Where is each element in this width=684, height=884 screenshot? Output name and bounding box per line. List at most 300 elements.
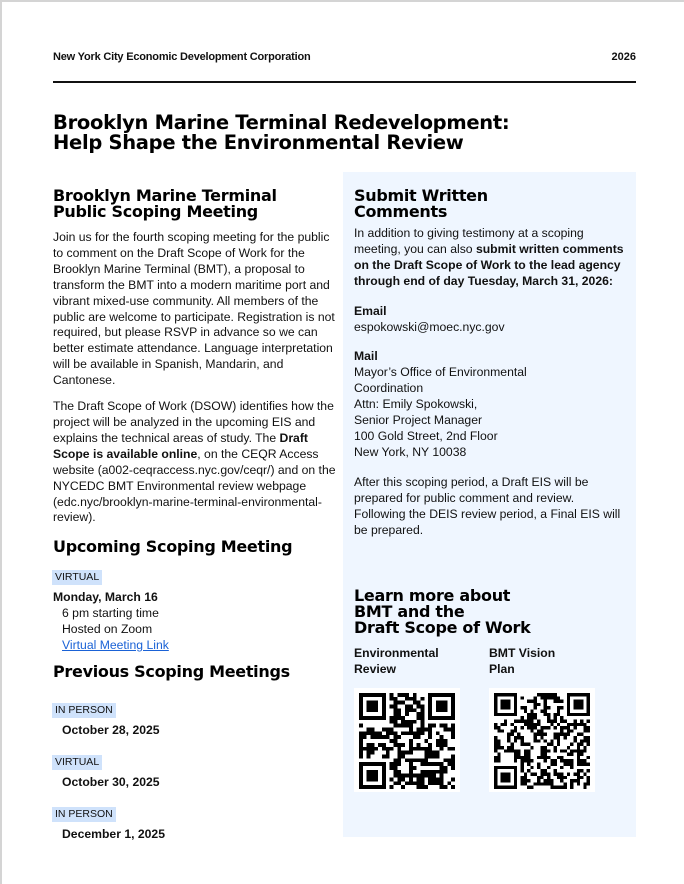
qr-module: [547, 756, 550, 759]
qr-module: [494, 726, 497, 729]
qr-module: [547, 772, 550, 775]
page-title-line: Help Shape the Environmental Review: [53, 131, 464, 154]
qr-module: [564, 759, 567, 762]
qr-module: [547, 706, 550, 709]
qr-module: [573, 779, 576, 782]
qr-module: [378, 735, 382, 739]
qr-module: [534, 716, 537, 719]
qr-module: [547, 743, 550, 746]
qr-module: [527, 759, 530, 762]
qr-module: [417, 705, 421, 709]
qr-module: [417, 747, 421, 751]
qr-module: [577, 723, 580, 726]
qr-module: [530, 786, 533, 789]
qr-module: [432, 781, 436, 785]
qr-module: [420, 758, 424, 762]
qr-module: [557, 706, 560, 709]
qr-module: [517, 719, 520, 722]
qr-module: [424, 751, 428, 755]
qr-module: [501, 723, 504, 726]
qr-module: [405, 781, 409, 785]
qr-module: [547, 782, 550, 785]
qr-module: [534, 700, 537, 703]
qr-module: [520, 756, 523, 759]
qr-module: [390, 747, 394, 751]
dsow-text: , on the CEQR Access website (a002-ceqraccess.nyc.gov/ceqr/) and on the NYCEDC BMT Environmental review webpage (edc.nyc/brooklyn-marine-terminal-environmental-review).: [53, 446, 336, 525]
qr-module: [382, 743, 386, 747]
qr-module: [394, 758, 398, 762]
qr-module: [432, 774, 436, 778]
submit-comments-panel: [343, 172, 636, 837]
qr-module: [560, 749, 563, 752]
qr-module: [530, 713, 533, 716]
qr-module: [560, 772, 563, 775]
qr-module: [451, 762, 455, 766]
qr-module: [547, 719, 550, 722]
qr-module: [524, 779, 527, 782]
qr-module: [587, 719, 590, 722]
previous-meeting-date: October 30, 2025: [62, 775, 160, 789]
qr-module: [440, 762, 444, 766]
qr-module: [564, 763, 567, 766]
qr-module: [397, 747, 401, 751]
qr-module: [428, 724, 432, 728]
qr-module: [447, 762, 451, 766]
qr-module: [530, 766, 533, 769]
qr-module: [557, 696, 560, 699]
qr-module: [394, 735, 398, 739]
qr-module: [587, 736, 590, 739]
heading-line: Brooklyn Marine Terminal: [53, 186, 277, 205]
qr-module: [440, 743, 444, 747]
qr-module: [401, 716, 405, 720]
qr-module: [428, 747, 432, 751]
qr-module: [580, 763, 583, 766]
qr-module: [428, 728, 432, 732]
qr-module: [420, 716, 424, 720]
qr-module: [554, 696, 557, 699]
qr-module: [573, 749, 576, 752]
qr-module: [534, 782, 537, 785]
qr-module: [507, 749, 510, 752]
qr-module: [524, 723, 527, 726]
mail-address-line: 100 Gold Street, 2nd Floor: [354, 428, 498, 443]
qr-module: [397, 774, 401, 778]
qr-module: [447, 747, 451, 751]
qr-module: [386, 728, 390, 732]
qr-module: [560, 786, 563, 789]
qr-module: [554, 759, 557, 762]
qr-code-icon[interactable]: [354, 688, 460, 792]
qr-module: [524, 749, 527, 752]
qr-finder-inner: [367, 770, 379, 782]
qr-module: [371, 751, 375, 755]
qr-module: [544, 733, 547, 736]
header-year: 2026: [611, 51, 636, 63]
qr-module: [547, 716, 550, 719]
qr-module: [557, 739, 560, 742]
qr-module: [587, 779, 590, 782]
qr-module: [567, 759, 570, 762]
qr-module: [507, 746, 510, 749]
dsow-text: The Draft Scope of Work (DSOW) identifies how the project will be analyzed in the upcoming EIS and explains the technical areas of study. The: [53, 399, 334, 445]
qr-module: [547, 766, 550, 769]
header-organization: New York City Economic Development Corporation: [53, 51, 311, 63]
qr-module: [520, 716, 523, 719]
qr-module: [401, 751, 405, 755]
qr-module: [517, 749, 520, 752]
qr-module: [413, 747, 417, 751]
qr-module: [530, 729, 533, 732]
qr-module: [540, 729, 543, 732]
qr-module: [413, 720, 417, 724]
heading-line: Draft Scope of Work: [354, 618, 531, 637]
mail-address-line: New York, NY 10038: [354, 444, 467, 459]
qr-module: [497, 743, 500, 746]
qr-module: [367, 743, 371, 747]
qr-module: [540, 746, 543, 749]
qr-module: [409, 739, 413, 743]
qr-module: [417, 758, 421, 762]
qr-module: [417, 731, 421, 735]
qr-module: [374, 735, 378, 739]
qr-module: [420, 712, 424, 716]
qr-module: [537, 733, 540, 736]
qr-module: [432, 762, 436, 766]
qr-module: [428, 770, 432, 774]
qr-module: [527, 743, 530, 746]
qr-module: [540, 736, 543, 739]
qr-module: [501, 746, 504, 749]
qr-module: [540, 710, 543, 713]
qr-module: [583, 749, 586, 752]
meeting-type-tag: IN PERSON: [52, 807, 116, 822]
qr-module: [554, 700, 557, 703]
qr-module: [530, 723, 533, 726]
qr-module: [413, 766, 417, 770]
comments-intro-bold: submit written comments on the Draft Scope of Work to the lead agency through end of day Tuesday, March 31, 2026:: [354, 241, 624, 288]
qr-module: [580, 723, 583, 726]
qr-module: [530, 719, 533, 722]
qr-module: [544, 696, 547, 699]
qr-module: [394, 697, 398, 701]
qr-module: [550, 763, 553, 766]
qr-module: [567, 729, 570, 732]
qr-module: [570, 779, 573, 782]
meeting-type-tag: VIRTUAL: [52, 570, 102, 585]
qr-module: [451, 785, 455, 789]
qr-module: [537, 729, 540, 732]
qr-module: [420, 705, 424, 709]
qr-module: [587, 739, 590, 742]
qr-module: [504, 719, 507, 722]
qr-module: [440, 766, 444, 770]
qr-module: [428, 774, 432, 778]
qr-module: [554, 746, 557, 749]
qr-module: [413, 701, 417, 705]
qr-module: [359, 743, 363, 747]
qr-finder-inner: [436, 701, 448, 713]
qr-module: [537, 693, 540, 696]
qr-module: [570, 766, 573, 769]
qr-module: [524, 772, 527, 775]
qr-module: [583, 786, 586, 789]
qr-module: [511, 746, 514, 749]
qr-module: [524, 756, 527, 759]
qr-module: [382, 747, 386, 751]
qr-label: BMT Vision: [489, 646, 556, 660]
qr-module: [397, 701, 401, 705]
page-title-line: Brooklyn Marine Terminal Redevelopment:: [53, 111, 510, 134]
qr-module: [520, 763, 523, 766]
qr-module: [359, 739, 363, 743]
qr-module: [409, 705, 413, 709]
qr-module: [560, 719, 563, 722]
qr-module: [560, 729, 563, 732]
qr-module: [587, 726, 590, 729]
virtual-meeting-link[interactable]: Virtual Meeting Link: [62, 637, 169, 652]
qr-module: [497, 759, 500, 762]
qr-module: [428, 743, 432, 747]
qr-module: [386, 735, 390, 739]
qr-module: [497, 729, 500, 732]
upcoming-meeting-date: Monday, March 16: [53, 590, 158, 604]
qr-module: [530, 726, 533, 729]
qr-code-icon[interactable]: [489, 688, 595, 792]
page-title: [53, 113, 653, 153]
qr-module: [570, 723, 573, 726]
qr-module: [363, 747, 367, 751]
meeting-type-tag: VIRTUAL: [52, 755, 102, 770]
qr-module: [554, 726, 557, 729]
qr-module: [583, 729, 586, 732]
qr-module: [451, 735, 455, 739]
qr-module: [567, 733, 570, 736]
qr-module: [367, 728, 371, 732]
qr-module: [443, 724, 447, 728]
qr-module: [577, 772, 580, 775]
qr-module: [554, 733, 557, 736]
qr-label: Review: [354, 661, 397, 676]
upcoming-meeting-heading: Upcoming Scoping Meeting: [53, 537, 293, 556]
qr-code-graphic: [494, 693, 590, 789]
qr-module: [409, 781, 413, 785]
email-address[interactable]: espokowski@moec.nyc.gov: [354, 319, 505, 334]
qr-module: [534, 696, 537, 699]
qr-module: [397, 724, 401, 728]
previous-meeting-date: December 1, 2025: [62, 827, 165, 841]
qr-module: [390, 728, 394, 732]
qr-module: [547, 696, 550, 699]
qr-module: [573, 739, 576, 742]
qr-module: [534, 726, 537, 729]
qr-module: [583, 736, 586, 739]
qr-module: [530, 772, 533, 775]
qr-module: [573, 772, 576, 775]
qr-module: [557, 776, 560, 779]
qr-module: [520, 766, 523, 769]
qr-module: [413, 758, 417, 762]
qr-module: [564, 786, 567, 789]
qr-module: [534, 713, 537, 716]
qr-module: [371, 731, 375, 735]
qr-module: [564, 726, 567, 729]
qr-module: [428, 751, 432, 755]
qr-module: [550, 779, 553, 782]
qr-module: [554, 736, 557, 739]
qr-module: [544, 726, 547, 729]
qr-module: [405, 705, 409, 709]
qr-module: [507, 736, 510, 739]
qr-module: [394, 716, 398, 720]
qr-module: [417, 781, 421, 785]
qr-module: [534, 706, 537, 709]
qr-module: [560, 759, 563, 762]
qr-module: [367, 754, 371, 758]
qr-module: [511, 733, 514, 736]
qr-module: [570, 753, 573, 756]
qr-module: [507, 733, 510, 736]
qr-module: [547, 693, 550, 696]
qr-module: [557, 756, 560, 759]
qr-module: [440, 724, 444, 728]
qr-module: [397, 751, 401, 755]
qr-module: [527, 719, 530, 722]
qr-module: [417, 777, 421, 781]
qr-module: [409, 708, 413, 712]
qr-module: [564, 719, 567, 722]
qr-module: [363, 735, 367, 739]
qr-module: [401, 724, 405, 728]
qr-module: [424, 785, 428, 789]
qr-module: [570, 729, 573, 732]
qr-module: [371, 743, 375, 747]
qr-module: [432, 751, 436, 755]
qr-module: [504, 749, 507, 752]
qr-module: [560, 700, 563, 703]
qr-module: [580, 739, 583, 742]
qr-module: [428, 762, 432, 766]
qr-module: [390, 697, 394, 701]
qr-module: [537, 766, 540, 769]
qr-module: [527, 749, 530, 752]
qr-module: [583, 746, 586, 749]
qr-module: [567, 763, 570, 766]
qr-module: [534, 772, 537, 775]
qr-module: [557, 772, 560, 775]
qr-module: [420, 762, 424, 766]
qr-module: [587, 756, 590, 759]
qr-module: [420, 708, 424, 712]
upcoming-meeting-host: Hosted on Zoom: [62, 621, 153, 636]
qr-module: [544, 713, 547, 716]
qr-module: [587, 782, 590, 785]
qr-module: [390, 766, 394, 770]
qr-module: [560, 733, 563, 736]
qr-module: [440, 747, 444, 751]
qr-module: [540, 696, 543, 699]
qr-module: [550, 786, 553, 789]
qr-module: [547, 726, 550, 729]
qr-finder-inner: [573, 700, 583, 710]
qr-module: [583, 759, 586, 762]
qr-module: [497, 746, 500, 749]
qr-module: [451, 724, 455, 728]
qr-module: [577, 763, 580, 766]
scoping-meeting-section: [53, 188, 338, 526]
qr-module: [394, 774, 398, 778]
qr-module: [520, 759, 523, 762]
qr-module: [527, 779, 530, 782]
upcoming-meeting-details: [62, 606, 169, 654]
qr-module: [494, 749, 497, 752]
qr-module: [386, 751, 390, 755]
qr-module: [390, 785, 394, 789]
heading-line: Public Scoping Meeting: [53, 202, 258, 221]
qr-module: [390, 762, 394, 766]
qr-module: [409, 774, 413, 778]
qr-module: [394, 731, 398, 735]
qr-module: [443, 743, 447, 747]
qr-module: [557, 713, 560, 716]
qr-module: [397, 777, 401, 781]
qr-module: [514, 739, 517, 742]
qr-module: [554, 769, 557, 772]
qr-module: [534, 739, 537, 742]
qr-module: [424, 770, 428, 774]
qr-module: [580, 719, 583, 722]
qr-module: [567, 772, 570, 775]
qr-module: [554, 716, 557, 719]
qr-module: [436, 739, 440, 743]
qr-module: [417, 701, 421, 705]
qr-module: [405, 751, 409, 755]
qr-module: [544, 703, 547, 706]
qr-module: [409, 762, 413, 766]
qr-module: [424, 774, 428, 778]
qr-module: [401, 774, 405, 778]
qr-module: [530, 700, 533, 703]
qr-module: [397, 716, 401, 720]
qr-module: [583, 782, 586, 785]
qr-module: [517, 753, 520, 756]
qr-module: [577, 746, 580, 749]
qr-module: [436, 743, 440, 747]
qr-module: [544, 693, 547, 696]
qr-module: [570, 782, 573, 785]
qr-module: [420, 747, 424, 751]
qr-module: [401, 731, 405, 735]
qr-module: [550, 739, 553, 742]
qr-module: [544, 710, 547, 713]
qr-module: [440, 785, 444, 789]
qr-module: [374, 731, 378, 735]
qr-module: [413, 731, 417, 735]
qr-module: [560, 779, 563, 782]
qr-module: [417, 712, 421, 716]
qr-module: [405, 693, 409, 697]
qr-module: [557, 700, 560, 703]
qr-module: [554, 719, 557, 722]
qr-module: [390, 739, 394, 743]
qr-module: [409, 743, 413, 747]
qr-module: [577, 733, 580, 736]
qr-module: [527, 716, 530, 719]
qr-module: [517, 756, 520, 759]
qr-module: [520, 739, 523, 742]
qr-module: [409, 777, 413, 781]
qr-module: [447, 758, 451, 762]
